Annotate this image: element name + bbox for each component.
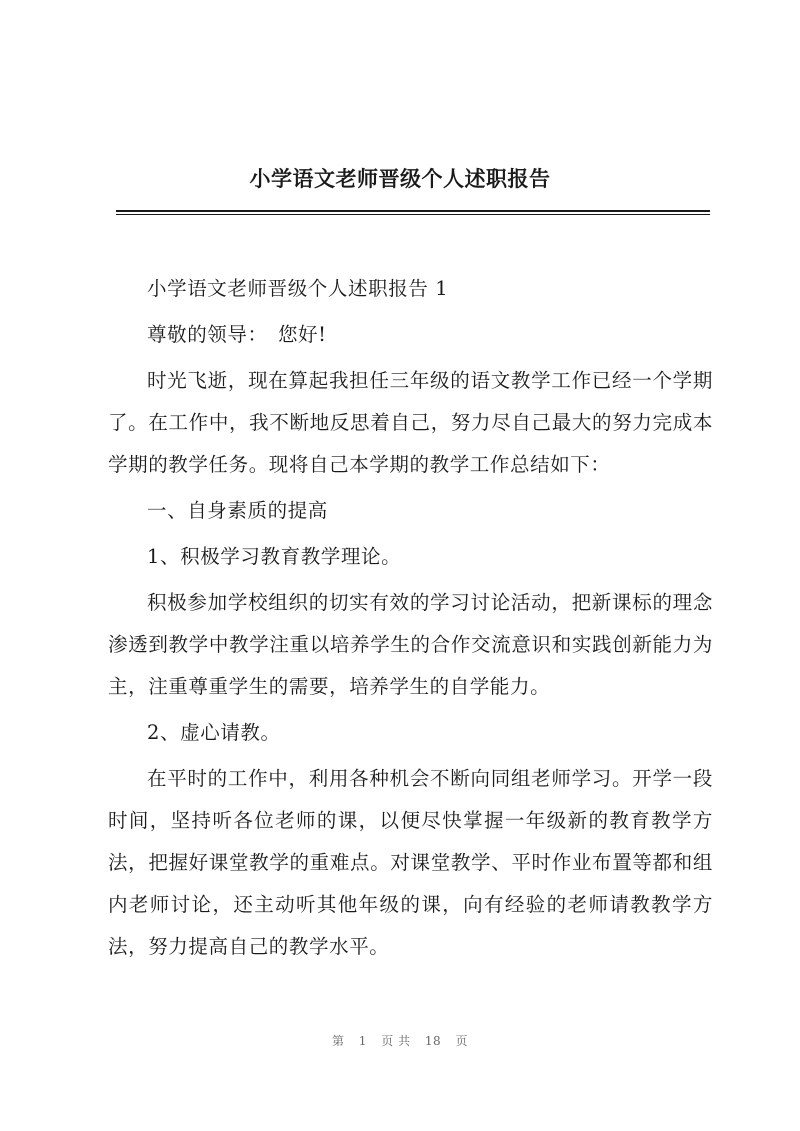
title-underline-thick — [116, 210, 710, 212]
body-paragraph-1: 积极参加学校组织的切实有效的学习讨论活动，把新课标的理念渗透到教学中教学注重以培养学生的合作交流意识和实践创新能力为主，注重尊重学生的需要，培养学生的自学能力。 — [108, 591, 713, 698]
item-heading-2: 2、虚心请教。 — [147, 721, 281, 744]
section-heading: 小学语文老师晋级个人述职报告 1 — [147, 277, 449, 300]
item-heading-1: 1、积极学习教育教学理论。 — [147, 545, 402, 568]
body-paragraph-2: 在平时的工作中，利用各种机会不断向同组老师学习。开学一段时间，坚持听各位老师的课，以便尽快掌握一年级新的教育教学方法，把握好课堂教学的重难点。对课堂教学、平时作业布置等都和组内老师讨论，还主动听其他年级的课，向有经验的老师请教教学方法，努力提高自己的教学水平。 — [108, 767, 713, 958]
salutation: 尊敬的领导： 您好! — [147, 323, 327, 346]
page-footer — [0, 1032, 800, 1049]
footer-total-pages: 18 — [424, 1034, 442, 1048]
document-body — [108, 268, 713, 968]
footer-label-page: 第 — [331, 1034, 345, 1048]
subsection-heading-1: 一、自身素质的提高 — [147, 499, 328, 522]
document-title: 小学语文老师晋级个人述职报告 — [249, 166, 551, 191]
footer-label-of: 页 共 — [381, 1034, 411, 1048]
footer-current-page: 1 — [358, 1034, 367, 1048]
body-paragraph-intro: 时光飞逝，现在算起我担任三年级的语文教学工作已经一个学期了。在工作中，我不断地反思着自己，努力尽自己最大的努力完成本学期的教学任务。现将自己本学期的教学工作总结如下： — [108, 369, 713, 476]
title-underline-thin — [116, 214, 710, 215]
footer-label-end: 页 — [455, 1034, 469, 1048]
